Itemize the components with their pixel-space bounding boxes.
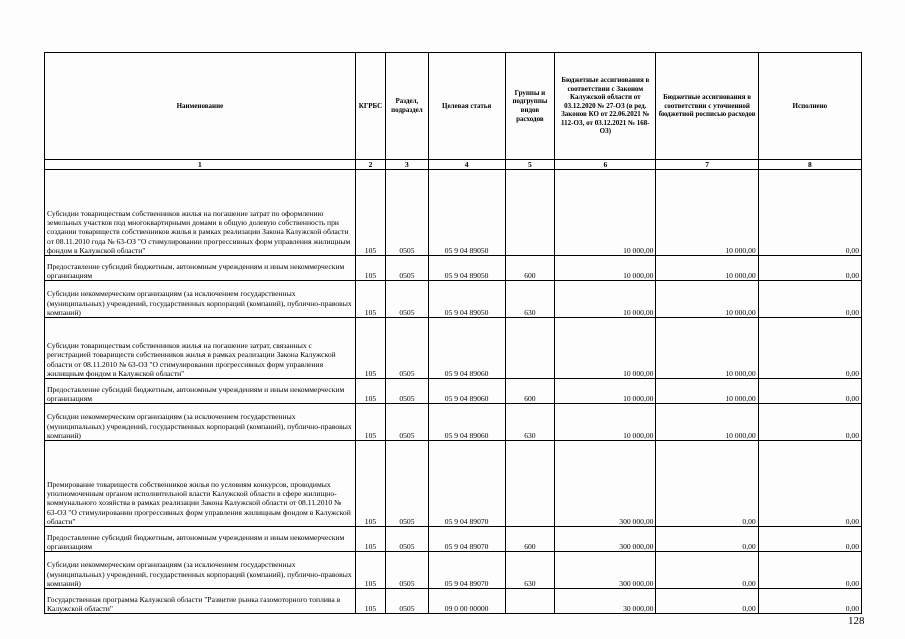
cell-section: 0505	[386, 318, 429, 379]
header-law: Бюджетные ассигнования в соответствии с Законом Калужской области от 03.12.2020 № 27-ОЗ (в ред. Законов КО от 22.06.2021 № 112-ОЗ, от 03.12.2021 № 168-ОЗ)	[555, 53, 656, 160]
cell-rospis: 10 000,00	[656, 256, 758, 281]
cell-done: 0,00	[758, 589, 861, 614]
cell-kgrbs: 105	[355, 379, 385, 404]
cell-section: 0505	[386, 170, 429, 256]
cell-section: 0505	[386, 404, 429, 441]
cell-kgrbs: 105	[355, 441, 385, 527]
cell-group: 630	[505, 552, 555, 589]
header-rospis: Бюджетные ассигнования в соответствии с уточненной бюджетной росписью расходов	[656, 53, 758, 160]
column-number: 6	[555, 160, 656, 170]
cell-group: 600	[505, 527, 555, 552]
cell-rospis: 10 000,00	[656, 404, 758, 441]
cell-group: 630	[505, 281, 555, 318]
cell-kgrbs: 105	[355, 256, 385, 281]
cell-kgrbs: 105	[355, 404, 385, 441]
cell-name: Субсидии некоммерческим организациям (за исключением государственных (муниципальных) учреждений, государственных корпораций (компаний), публично-правовых компаний)	[45, 281, 356, 318]
cell-law: 10 000,00	[555, 281, 656, 318]
cell-target: 05 9 04 89050	[428, 281, 505, 318]
cell-law: 10 000,00	[555, 256, 656, 281]
cell-rospis: 10 000,00	[656, 379, 758, 404]
cell-done: 0,00	[758, 318, 861, 379]
cell-name: Предоставление субсидий бюджетным, автономным учреждениям и иным некоммерческим организациям	[45, 256, 356, 281]
cell-rospis: 10 000,00	[656, 281, 758, 318]
cell-target: 05 9 04 89070	[428, 527, 505, 552]
cell-rospis: 10 000,00	[656, 318, 758, 379]
cell-target: 09 0 00 00000	[428, 589, 505, 614]
cell-name: Субсидии товариществам собственников жилья на погашение затрат по оформлению земельных участков под многоквартирными домами в общую долевую собственность при создании товариществ собственников жилья в рамках реализации Закона Калужской области от 08.11.2010 года № 63-ОЗ "О стимулировании прогрессивных форм управления жилищным фондом в Калужской области"	[45, 170, 356, 256]
cell-law: 10 000,00	[555, 404, 656, 441]
cell-target: 05 9 04 89070	[428, 441, 505, 527]
table-row	[45, 379, 862, 404]
cell-section: 0505	[386, 379, 429, 404]
cell-rospis: 10 000,00	[656, 170, 758, 256]
cell-rospis: 0,00	[656, 552, 758, 589]
cell-section: 0505	[386, 527, 429, 552]
cell-name: Предоставление субсидий бюджетным, автономным учреждениям и иным некоммерческим организациям	[45, 379, 356, 404]
column-number: 8	[758, 160, 861, 170]
cell-done: 0,00	[758, 527, 861, 552]
cell-done: 0,00	[758, 170, 861, 256]
table-row	[45, 527, 862, 552]
cell-rospis: 0,00	[656, 589, 758, 614]
cell-group	[505, 589, 555, 614]
column-number: 1	[45, 160, 356, 170]
table-row	[45, 318, 862, 379]
cell-target: 05 9 04 89060	[428, 318, 505, 379]
cell-law: 10 000,00	[555, 318, 656, 379]
cell-target: 05 9 04 89060	[428, 379, 505, 404]
cell-target: 05 9 04 89050	[428, 170, 505, 256]
cell-done: 0,00	[758, 281, 861, 318]
cell-target: 05 9 04 89060	[428, 404, 505, 441]
cell-group: 600	[505, 256, 555, 281]
header-group: Группы и подгруппы видов расходов	[505, 53, 555, 160]
cell-section: 0505	[386, 441, 429, 527]
table-row	[45, 256, 862, 281]
cell-name: Субсидии некоммерческим организациям (за исключением государственных (муниципальных) учреждений, государственных корпораций (компаний), публично-правовых компаний)	[45, 552, 356, 589]
cell-section: 0505	[386, 552, 429, 589]
column-number: 3	[386, 160, 429, 170]
cell-target: 05 9 04 89050	[428, 256, 505, 281]
table-row	[45, 170, 862, 256]
cell-name: Субсидии некоммерческим организациям (за исключением государственных (муниципальных) учреждений, государственных корпораций (компаний), публично-правовых компаний)	[45, 404, 356, 441]
cell-done: 0,00	[758, 404, 861, 441]
cell-rospis: 0,00	[656, 441, 758, 527]
cell-kgrbs: 105	[355, 281, 385, 318]
page-number: 128	[848, 615, 865, 627]
cell-section: 0505	[386, 256, 429, 281]
cell-target: 05 9 04 89070	[428, 552, 505, 589]
cell-name: Предоставление субсидий бюджетным, автономным учреждениям и иным некоммерческим организациям	[45, 527, 356, 552]
cell-kgrbs: 105	[355, 552, 385, 589]
cell-done: 0,00	[758, 552, 861, 589]
budget-table	[44, 52, 862, 614]
cell-kgrbs: 105	[355, 589, 385, 614]
table-row	[45, 404, 862, 441]
column-number-row	[45, 160, 862, 170]
cell-name: Премирование товариществ собственников жилья по условиям конкурсов, проводимых уполномоченным органом исполнительной власти Калужской области в сфере жилищно-коммунального хозяйства в рамках реализации Закона Калужской области от 08.11.2010 № 63-ОЗ "О стимулировании прогрессивных форм управления жилищным фондом в Калужской области"	[45, 441, 356, 527]
header-kgrbs: КГРБС	[355, 53, 385, 160]
cell-group	[505, 318, 555, 379]
cell-section: 0505	[386, 281, 429, 318]
column-number: 5	[505, 160, 555, 170]
table-row	[45, 589, 862, 614]
cell-rospis: 0,00	[656, 527, 758, 552]
cell-section: 0505	[386, 589, 429, 614]
cell-law: 300 000,00	[555, 441, 656, 527]
cell-kgrbs: 105	[355, 318, 385, 379]
header-section: Раздел, подраздел	[386, 53, 429, 160]
cell-law: 10 000,00	[555, 170, 656, 256]
cell-kgrbs: 105	[355, 527, 385, 552]
cell-name: Субсидии товариществам собственников жилья на погашение затрат, связанных с регистрацией товариществ собственников жилья в рамках реализации Закона Калужской области от 08.11.2010 № 63-ОЗ "О стимулировании прогрессивных форм управления жилищным фондом в Калужской области"	[45, 318, 356, 379]
header-row	[45, 53, 862, 160]
cell-done: 0,00	[758, 379, 861, 404]
table-row	[45, 552, 862, 589]
table-row	[45, 281, 862, 318]
column-number: 4	[428, 160, 505, 170]
table-body	[45, 170, 862, 614]
header-target: Целевая статья	[428, 53, 505, 160]
header-done: Исполнено	[758, 53, 861, 160]
cell-done: 0,00	[758, 256, 861, 281]
cell-group	[505, 170, 555, 256]
column-number: 7	[656, 160, 758, 170]
cell-name: Государственная программа Калужской области "Развитие рынка газомоторного топлива в Калужской области"	[45, 589, 356, 614]
header-name: Наименование	[45, 53, 356, 160]
cell-group	[505, 441, 555, 527]
cell-law: 30 000,00	[555, 589, 656, 614]
table-row	[45, 441, 862, 527]
column-number: 2	[355, 160, 385, 170]
cell-law: 300 000,00	[555, 527, 656, 552]
cell-done: 0,00	[758, 441, 861, 527]
cell-kgrbs: 105	[355, 170, 385, 256]
cell-law: 300 000,00	[555, 552, 656, 589]
cell-group: 630	[505, 404, 555, 441]
cell-law: 10 000,00	[555, 379, 656, 404]
cell-group: 600	[505, 379, 555, 404]
